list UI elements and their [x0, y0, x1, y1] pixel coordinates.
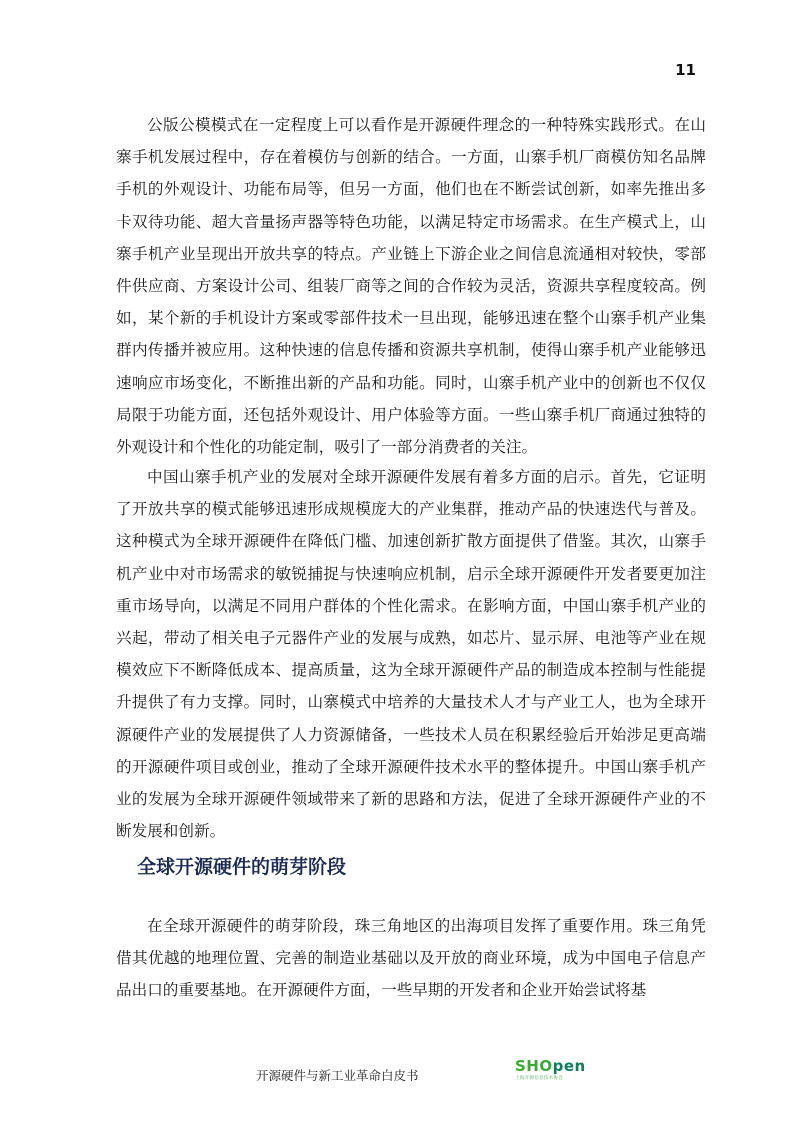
- footer-title: 开源硬件与新工业革命白皮书: [256, 1068, 419, 1083]
- page-number: 11: [675, 61, 696, 79]
- logo-wordmark-sh: SH: [515, 1057, 540, 1075]
- paragraph-1: 公版公模模式在一定程度上可以看作是开源硬件理念的一种特殊实践形式。在山寨手机发展过程中，存在着模仿与创新的结合。一方面，山寨手机厂商模仿知名品牌手机的外观设计、功能布局等，但另一方面，他们也在不断尝试创新，如率先推出多卡双待功能、超大音量扬声器等特色功能，以满足特定市场需求。在生产模式上，山寨手机产业呈现出开放共享的特点。产业链上下游企业之间信息流通相对较快，零部件供应商、方案设计公司、组装厂商等之间的合作较为灵活，资源共享程度较高。例如，某个新的手机设计方案或零部件技术一旦出现，能够迅速在整个山寨手机产业集群内传播并被应用。这种快速的信息传播和资源共享机制，使得山寨手机产业能够迅速响应市场变化，不断推出新的产品和功能。同时，山寨手机产业中的创新也不仅仅局限于功能方面，还包括外观设计、用户体验等方面。一些山寨手机厂商通过独特的外观设计和个性化的功能定制，吸引了一部分消费者的关注。: [116, 116, 706, 457]
- logo-wordmark: [515, 1058, 595, 1075]
- logo-wordmark-pen: pen: [552, 1057, 586, 1075]
- logo-wordmark-o: O: [539, 1057, 553, 1075]
- logo-tagline: 上海开源信息技术协会: [515, 1076, 563, 1081]
- shopen-logo: [515, 1058, 595, 1086]
- paragraph-3: 在全球开源硬件的萌芽阶段，珠三角地区的出海项目发挥了重要作用。珠三角凭借其优越的地理位置、完善的制造业基础以及开放的商业环境，成为中国电子信息产品出口的重要基地。在开源硬件方面，一些早期的开发者和企业开始尝试将基: [116, 917, 706, 1000]
- section-heading: 全球开源硬件的萌芽阶段: [137, 856, 347, 878]
- paragraph-2: 中国山寨手机产业的发展对全球开源硬件发展有着多方面的启示。首先，它证明了开放共享的模式能够迅速形成规模庞大的产业集群，推动产品的快速迭代与普及。这种模式为全球开源硬件在降低门槛、加速创新扩散方面提供了借鉴。其次，山寨手机产业中对市场需求的敏锐捕捉与快速响应机制，启示全球开源硬件开发者要更加注重市场导向，以满足不同用户群体的个性化需求。在影响方面，中国山寨手机产业的兴起，带动了相关电子元器件产业的发展与成熟，如芯片、显示屏、电池等产业在规模效应下不断降低成本、提高质量，这为全球开源硬件产品的制造成本控制与性能提升提供了有力支撑。同时，山寨模式中培养的大量技术人才与产业工人，也为全球开源硬件产业的发展提供了人力资源储备，一些技术人员在积累经验后开始涉足更高端的开源硬件项目或创业，推动了全球开源硬件技术水平的整体提升。中国山寨手机产业的发展为全球开源硬件领域带来了新的思路和方法，促进了全球开源硬件产业的不断发展和创新。: [116, 468, 706, 841]
